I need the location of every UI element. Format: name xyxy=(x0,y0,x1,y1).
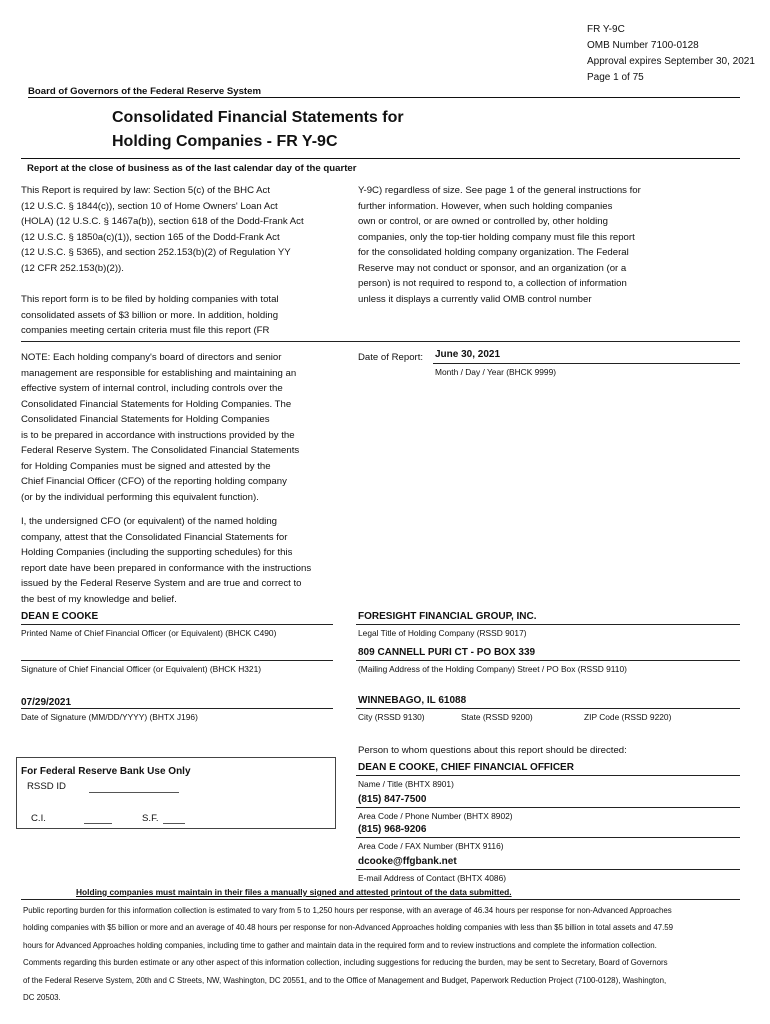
contact-name-input[interactable]: DEAN E COOKE, CHIEF FINANCIAL OFFICER xyxy=(358,762,574,773)
text-line: is to be prepared in accordance with instructions provided by the xyxy=(21,429,295,441)
signature-date-label: Date of Signature (MM/DD/YYYY) (BHTX J196) xyxy=(21,712,198,722)
email-label: E-mail Address of Contact (BHTX 4086) xyxy=(358,873,507,883)
text-line: consolidated assets of $3 billion or more. In addition, holding xyxy=(21,309,279,321)
mailing-address-label: (Mailing Address of the Holding Company) Street / PO Box (RSSD 9110) xyxy=(358,664,627,674)
text-line: issued by the Federal Reserve System and are true and correct to xyxy=(21,578,302,589)
contact-name-underline xyxy=(356,775,740,776)
text-line: This Report is required by law: Section 5(c) of the BHC Act xyxy=(21,185,271,196)
text-line: hours for Advanced Approaches holding companies, including time to gather and maintain data in the required form and to review instructions and complete the information collection. xyxy=(23,940,657,950)
text-line: DC 20503. xyxy=(23,993,61,1003)
omb-number: OMB Number 7100-0128 xyxy=(587,40,699,51)
date-of-report-label: Date of Report: xyxy=(358,352,424,363)
text-line: of the Federal Reserve System, 20th and C Streets, NW, Washington, DC 20551, and to the Office of Management and Budget, Paperwork Reduction Project (7100-0128), Washington, xyxy=(23,975,667,985)
text-line: own or control, or are owned or controlled by, other holding xyxy=(358,216,608,227)
date-of-report-sublabel: Month / Day / Year (BHCK 9999) xyxy=(435,367,557,377)
date-of-report-input[interactable]: June 30, 2021 xyxy=(435,349,501,360)
rssd-id-input[interactable] xyxy=(89,792,179,793)
contact-name-label: Name / Title (BHTX 8901) xyxy=(358,779,454,789)
text-line: unless it displays a currently valid OMB control number xyxy=(358,293,592,305)
text-line: NOTE: Each holding company's board of directors and senior xyxy=(21,352,282,363)
legal-title-underline xyxy=(356,624,740,625)
contact-intro: Person to whom questions about this report should be directed: xyxy=(358,745,627,756)
legal-title-label: Legal Title of Holding Company (RSSD 9017) xyxy=(358,628,527,638)
text-line: effective system of internal control, including controls over the xyxy=(21,383,283,394)
text-line: Comments regarding this burden estimate or any other aspect of this information collection, including suggestions for reducing the burden, may be sent to Secretary, Board of Governors xyxy=(23,958,668,968)
cfo-name-label: Printed Name of Chief Financial Officer (or Equivalent) (BHCK C490) xyxy=(21,628,277,638)
page-number: Page 1 of 75 xyxy=(587,72,644,83)
report-close-notice: Report at the close of business as of the last calendar day of the quarter xyxy=(27,163,357,174)
note-paragraph xyxy=(21,350,341,505)
text-line: company, attest that the Consolidated Financial Statements for xyxy=(21,531,288,543)
text-line: management are responsible for establishing and maintaining an xyxy=(21,367,297,379)
size-paragraph xyxy=(358,183,748,307)
filing-paragraph xyxy=(21,292,341,339)
text-line: (or by the individual performing this equivalent function). xyxy=(21,491,259,503)
text-line: for the consolidated holding company organization. The Federal xyxy=(358,247,629,258)
fax-label: Area Code / FAX Number (BHTX 9116) xyxy=(358,841,504,851)
ci-label: C.I. xyxy=(31,813,46,824)
text-line: (HOLA) (12 U.S.C. § 1467a(b)), section 618 of the Dodd-Frank Act xyxy=(21,216,304,227)
text-line: (12 U.S.C. § 5365), and section 252.153(b)(2) of Regulation YY xyxy=(21,247,291,258)
retention-notice: Holding companies must maintain in their files a manually signed and attested printout of the data submitted. xyxy=(76,887,512,897)
legal-title-input[interactable]: FORESIGHT FINANCIAL GROUP, INC. xyxy=(358,611,537,622)
burden-statement xyxy=(23,902,763,1006)
approval-expiry: Approval expires September 30, 2021 xyxy=(587,56,755,67)
phone-underline xyxy=(356,807,740,808)
authority-paragraph xyxy=(21,183,341,276)
form-header-info xyxy=(587,22,755,86)
email-input[interactable]: dcooke@ffgbank.net xyxy=(358,856,457,867)
text-line: companies meeting certain criteria must file this report (FR xyxy=(21,325,270,336)
text-line: the best of my knowledge and belief. xyxy=(21,593,177,605)
cfo-signature-label: Signature of Chief Financial Officer (or Equivalent) (BHCK H321) xyxy=(21,664,262,674)
text-line: person) is not required to respond to, a collection of information xyxy=(358,278,627,289)
date-of-report-underline xyxy=(433,363,740,364)
text-line: (12 U.S.C. § 1844(c)), section 10 of Home Owners' Loan Act xyxy=(21,200,278,212)
text-line: report date have been prepared in conformance with the instructions xyxy=(21,562,312,574)
footer-rule xyxy=(21,899,740,900)
mailing-address-underline xyxy=(356,660,740,661)
cfo-signature-underline xyxy=(21,660,333,661)
title-line-2: Holding Companies - FR Y-9C xyxy=(112,133,338,150)
text-line: further information. However, when such holding companies xyxy=(358,200,613,212)
text-line: Federal Reserve System. The Consolidated Financial Statements xyxy=(21,445,300,456)
fax-underline xyxy=(356,837,740,838)
title-line-1: Consolidated Financial Statements for xyxy=(112,109,404,126)
agency-name: Board of Governors of the Federal Reserve System xyxy=(28,86,261,97)
text-line: (12 U.S.C. § 1850a(c)(1)), section 165 of the Dodd-Frank Act xyxy=(21,231,280,243)
text-line: holding companies with $5 billion or more and an average of 40.48 hours per response for non-Advanced Approaches holding companies with less than $5 billion in total assets and 47.59 xyxy=(23,923,674,933)
text-line: Public reporting burden for this information collection is estimated to vary from 5 to 1,250 hours per response, with an average of 46.34 hours per response for non-Advanced Approaches xyxy=(23,906,672,915)
fax-input[interactable]: (815) 968-9206 xyxy=(358,824,427,835)
text-line: Reserve may not conduct or sponsor, and an organization (or a xyxy=(358,262,627,274)
text-line: This report form is to be filed by holding companies with total xyxy=(21,294,279,305)
rssd-id-label: RSSD ID xyxy=(27,781,66,792)
mailing-address-input[interactable]: 809 CANNELL PURI CT - PO BOX 339 xyxy=(358,647,536,658)
cfo-name-underline xyxy=(21,624,333,625)
text-line: Consolidated Financial Statements for Holding Companies xyxy=(21,414,270,425)
city-state-zip-input[interactable]: WINNEBAGO, IL 61088 xyxy=(358,695,467,706)
text-line: Holding Companies (including the supporting schedules) for this xyxy=(21,547,293,558)
text-line: for Holding Companies must be signed and attested by the xyxy=(21,460,271,472)
email-underline xyxy=(356,869,740,870)
text-line: companies, only the top-tier holding company must file this report xyxy=(358,231,635,243)
text-line: Y-9C) regardless of size. See page 1 of the general instructions for xyxy=(358,185,641,196)
signature-date-underline xyxy=(21,708,333,709)
text-line: Consolidated Financial Statements for Holding Companies. The xyxy=(21,398,292,410)
signature-date-input[interactable]: 07/29/2021 xyxy=(21,697,72,708)
sf-label: S.F. xyxy=(142,813,159,824)
title-rule xyxy=(21,158,740,159)
page-title xyxy=(112,106,404,154)
fed-box-title: For Federal Reserve Bank Use Only xyxy=(21,766,191,777)
attestation-paragraph xyxy=(21,514,341,607)
text-line: I, the undersigned CFO (or equivalent) of the named holding xyxy=(21,516,277,527)
zip-label: ZIP Code (RSSD 9220) xyxy=(584,712,672,722)
state-label: State (RSSD 9200) xyxy=(461,712,533,722)
header-rule xyxy=(28,97,740,98)
city-label: City (RSSD 9130) xyxy=(358,712,425,722)
sf-input[interactable] xyxy=(163,823,185,824)
text-line: (12 CFR 252.153(b)(2)). xyxy=(21,262,124,274)
phone-input[interactable]: (815) 847-7500 xyxy=(358,794,427,805)
form-id: FR Y-9C xyxy=(587,24,625,35)
section-rule xyxy=(21,341,740,342)
ci-input[interactable] xyxy=(84,823,112,824)
text-line: Chief Financial Officer (CFO) of the reporting holding company xyxy=(21,476,287,487)
cfo-name-input[interactable]: DEAN E COOKE xyxy=(21,611,99,622)
city-state-zip-underline xyxy=(356,708,740,709)
phone-label: Area Code / Phone Number (BHTX 8902) xyxy=(358,811,513,821)
